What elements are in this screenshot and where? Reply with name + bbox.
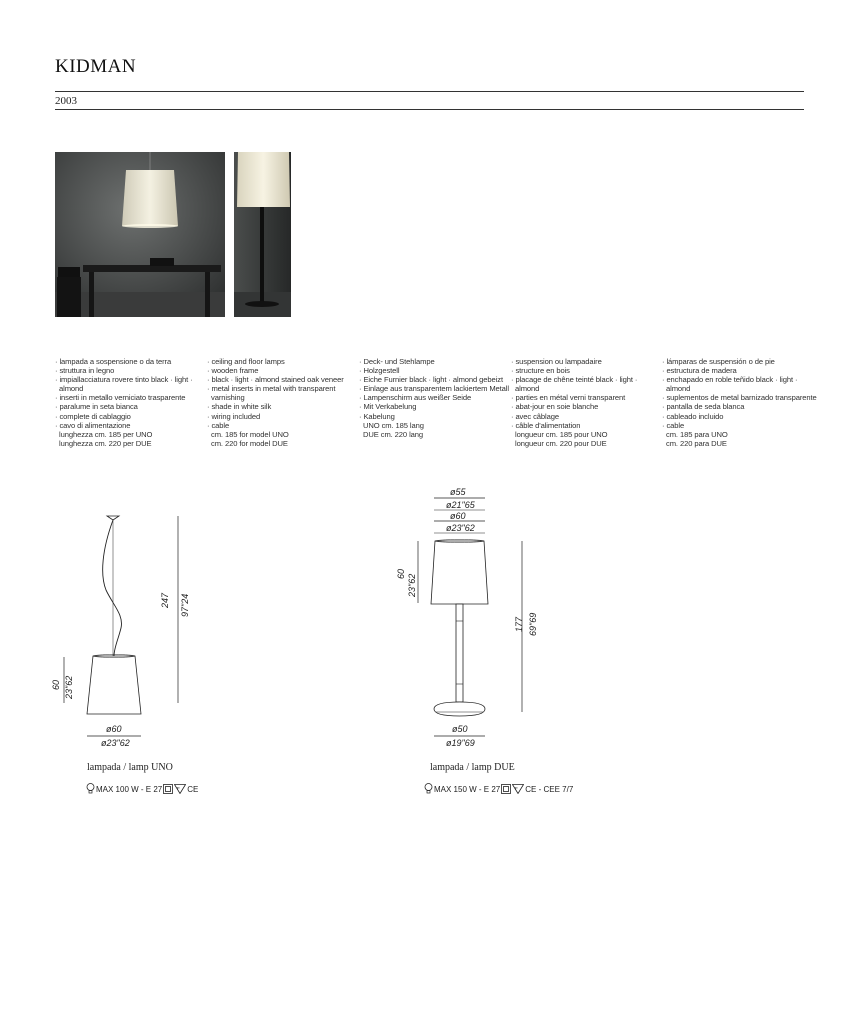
- description-line: · enchapado en roble teñido black · light ·: [662, 375, 798, 385]
- due-shade-height-cm: 60: [396, 568, 406, 579]
- description-line: · structure en bois: [511, 366, 570, 376]
- due-base-diameter-cm: ø50: [452, 724, 468, 734]
- due-height-cm: 177: [514, 616, 524, 632]
- due-top-diameter-cm: ø55: [450, 487, 466, 497]
- uno-shade-diameter-cm: ø60: [106, 724, 122, 734]
- description-line: · wiring included: [207, 411, 261, 421]
- due-height-in: 69"69: [528, 612, 538, 636]
- spec-uno-text: MAX 100 W - E 27: [96, 785, 163, 794]
- description-line: almond: [59, 384, 84, 394]
- drawing-uno: [64, 516, 178, 736]
- due-top-diameter-in: ø21"65: [446, 500, 475, 510]
- description-line: lunghezza cm. 220 per DUE: [59, 438, 152, 448]
- due-shade-diameter-cm: ø60: [450, 511, 466, 521]
- uno-shade-height-in: 23"62: [64, 675, 74, 699]
- description-line: cm. 185 para UNO: [666, 429, 728, 439]
- description-line: · lámparas de suspensión o de pie: [662, 357, 775, 366]
- description-line: · parties en métal verni transparent: [511, 393, 626, 403]
- due-shade-height-in: 23"62: [407, 573, 417, 597]
- caption-due: lampada / lamp DUE: [430, 762, 515, 773]
- due-shade-diameter-in: ø23"62: [446, 523, 475, 533]
- description-line: · paralume in seta bianca: [55, 402, 138, 412]
- svg-text:F: F: [177, 785, 180, 791]
- description-line: · Kabelung: [359, 411, 395, 421]
- spec-uno: [86, 783, 198, 796]
- description-line: lunghezza cm. 185 per UNO: [59, 429, 153, 439]
- due-base-diameter-in: ø19"69: [446, 738, 475, 748]
- description-line: · metal inserts in metal with transparent: [207, 384, 336, 394]
- uno-height-cm: 247: [160, 592, 170, 608]
- description-line: · Einlage aus transparentem lackiertem Metall: [359, 384, 509, 394]
- description-line: · complete di cablaggio: [55, 411, 131, 421]
- triangle-mark-icon: [174, 784, 186, 796]
- description-line: cm. 220 for model DUE: [211, 438, 288, 448]
- description-line: almond: [666, 384, 691, 394]
- description-line: cm. 220 para DUE: [666, 438, 727, 448]
- description-line: · pantalla de seda blanca: [662, 402, 745, 412]
- description-line: · suspension ou lampadaire: [511, 357, 602, 366]
- description-line: · wooden frame: [207, 366, 259, 376]
- description-line: cm. 185 for model UNO: [211, 429, 289, 439]
- description-line: · black · light · almond stained oak veneer: [207, 375, 344, 385]
- uno-shade-height-cm: 60: [51, 679, 61, 690]
- description-line: · shade in white silk: [207, 402, 272, 412]
- uno-shade-diameter-in: ø23"62: [101, 738, 130, 748]
- spec-due-text: MAX 150 W - E 27: [434, 785, 501, 794]
- description-line: · placage de chêne teinté black · light ·: [511, 375, 638, 385]
- caption-uno: lampada / lamp UNO: [87, 762, 173, 773]
- description-line: DUE cm. 220 lang: [363, 429, 424, 439]
- description-line: · Eiche Furnier black · light · almond gebeizt: [359, 375, 503, 385]
- drawing-due: [418, 498, 522, 736]
- description-line: · cable: [662, 420, 685, 430]
- description-line: longueur cm. 185 pour UNO: [515, 429, 608, 439]
- bulb-icon: [86, 783, 95, 796]
- description-line: longueur cm. 220 pour DUE: [515, 438, 607, 448]
- year-label: 2003: [55, 95, 77, 107]
- description-line: · lampada a sospensione o da terra: [55, 357, 172, 366]
- description-line: · câble d'alimentation: [511, 420, 581, 430]
- triangle-mark-icon: [512, 784, 524, 796]
- description-line: · Mit Verkabelung: [359, 402, 417, 412]
- description-line: · cable: [207, 420, 230, 430]
- description-line: · cavo di alimentazione: [55, 420, 131, 430]
- bulb-icon: [424, 783, 433, 796]
- description-line: · Deck- und Stehlampe: [359, 357, 435, 366]
- description-line: · inserti in metallo verniciato trasparente: [55, 393, 186, 403]
- description-line: · struttura in legno: [55, 366, 115, 376]
- description-line: · Holzgestell: [359, 366, 400, 376]
- uno-height-in: 97"24: [180, 593, 190, 617]
- description-line: · cableado incluido: [662, 411, 724, 421]
- description-line: · abat-jour en soie blanche: [511, 402, 599, 412]
- description-line: · estructura de madera: [662, 366, 737, 376]
- spec-due-cert: CE - CEE 7/7: [525, 785, 574, 794]
- description-line: almond: [515, 384, 540, 394]
- description-line: · Lampenschirm aus weißer Seide: [359, 393, 472, 403]
- double-insulation-icon: [163, 784, 173, 796]
- description-line: varnishing: [211, 393, 245, 403]
- svg-text:F: F: [515, 785, 518, 791]
- description-line: · avec câblage: [511, 411, 559, 421]
- description-line: · impiallacciatura rovere tinto black · light ·: [55, 375, 193, 385]
- double-insulation-icon: [501, 784, 511, 796]
- description-line: UNO cm. 185 lang: [363, 420, 424, 430]
- page-title: KIDMAN: [55, 56, 137, 77]
- description-line: · ceiling and floor lamps: [207, 357, 285, 366]
- spec-uno-cert: CE: [187, 785, 199, 794]
- description-line: · suplementos de metal barnizado transparente: [662, 393, 817, 403]
- spec-due: [424, 783, 573, 796]
